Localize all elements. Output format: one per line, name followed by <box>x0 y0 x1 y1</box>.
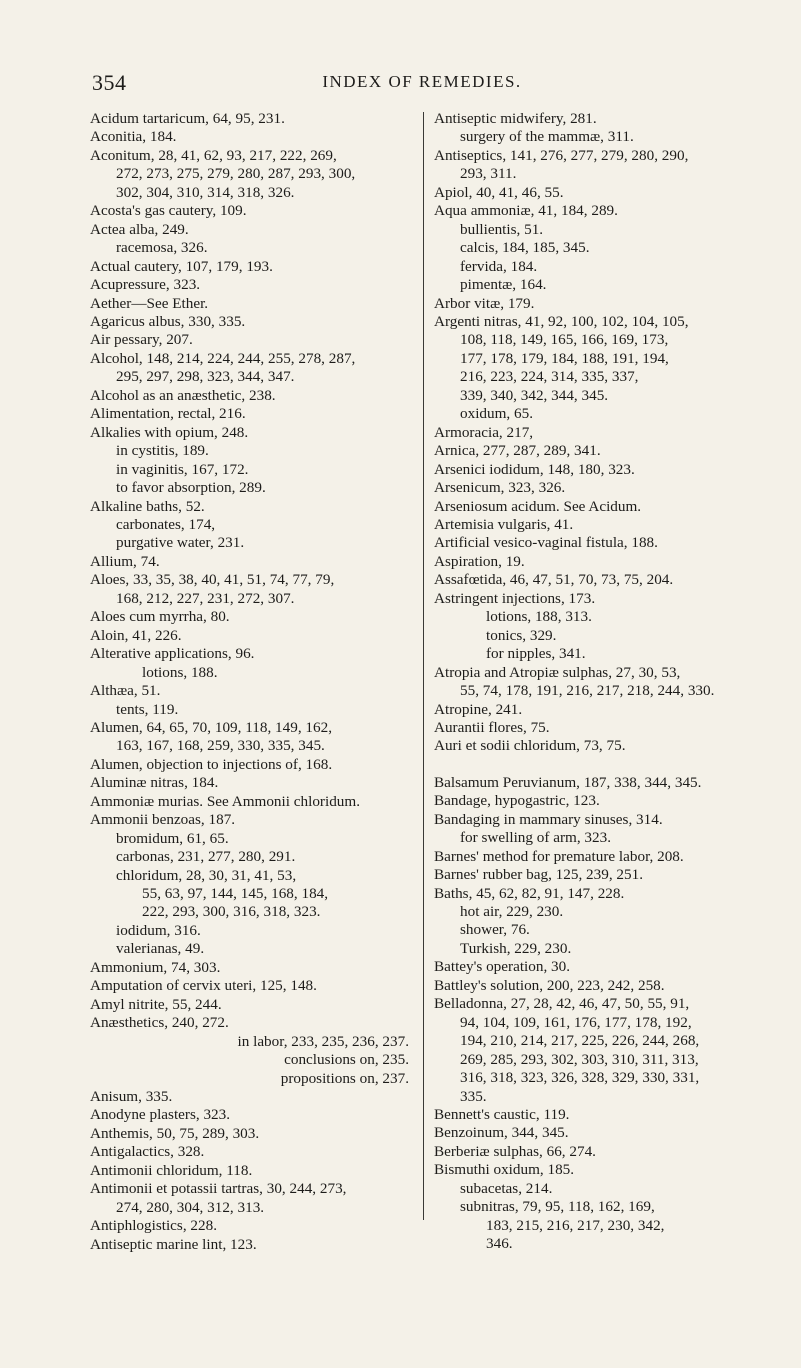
section-gap <box>434 756 764 774</box>
index-entry: 94, 104, 109, 161, 176, 177, 178, 192, <box>460 1013 692 1031</box>
index-entry: lotions, 188, 313. <box>486 608 592 626</box>
index-entry: Berberiæ sulphas, 66, 274. <box>434 1142 596 1160</box>
index-entry: tonics, 329. <box>486 626 557 644</box>
index-entry: conclusions on, 235. <box>284 1051 409 1069</box>
index-entry: 216, 223, 224, 314, 335, 337, <box>460 368 639 386</box>
index-entry: Atropine, 241. <box>434 700 523 718</box>
running-title: INDEX OF REMEDIES. <box>322 72 522 91</box>
page-header <box>92 70 752 100</box>
index-entry: Alkalies with opium, 248. <box>90 423 249 441</box>
index-entry: Antigalactics, 328. <box>90 1143 205 1161</box>
index-entry: Belladonna, 27, 28, 42, 46, 47, 50, 55, 91, <box>434 995 690 1013</box>
index-entry: fervida, 184. <box>460 257 538 275</box>
index-entry: Anisum, 335. <box>90 1088 173 1106</box>
index-entry: to favor absorption, 289. <box>116 479 266 497</box>
index-entry: Actea alba, 249. <box>90 220 189 238</box>
index-entry: Agaricus albus, 330, 335. <box>90 312 246 330</box>
page-number: 354 <box>92 70 127 95</box>
index-entry: Anodyne plasters, 323. <box>90 1106 231 1124</box>
index-entry: 302, 304, 310, 314, 318, 326. <box>116 183 295 201</box>
index-entry: in labor, 233, 235, 236, 237. <box>237 1032 409 1050</box>
index-entry: bullientis, 51. <box>460 220 544 238</box>
index-entry: calcis, 184, 185, 345. <box>460 239 590 257</box>
index-entry: in vaginitis, 167, 172. <box>116 460 249 478</box>
index-entry: surgery of the mammæ, 311. <box>460 128 634 146</box>
index-entry: bromidum, 61, 65. <box>116 829 229 847</box>
index-entry: Bismuthi oxidum, 185. <box>434 1161 575 1179</box>
index-entry: hot air, 229, 230. <box>460 903 564 921</box>
index-entry: 163, 167, 168, 259, 330, 335, 345. <box>116 737 325 755</box>
index-column-right <box>434 110 764 1254</box>
index-entry: Bandaging in mammary sinuses, 314. <box>434 810 663 828</box>
index-entry: Alcohol, 148, 214, 224, 244, 255, 278, 287, <box>90 349 356 367</box>
index-entry: 339, 340, 342, 344, 345. <box>460 386 609 404</box>
index-entry: Antiphlogistics, 228. <box>90 1217 217 1235</box>
index-entry: Antimonii et potassii tartras, 30, 244, 273, <box>90 1180 347 1198</box>
index-entry: Bandage, hypogastric, 123. <box>434 792 600 810</box>
index-entry: Ammoniæ murias. See Ammonii chloridum. <box>90 792 360 810</box>
index-entry: 295, 297, 298, 323, 344, 347. <box>116 368 295 386</box>
index-entry: Ammonium, 74, 303. <box>90 958 221 976</box>
index-entry: Aconitum, 28, 41, 62, 93, 217, 222, 269, <box>90 146 337 164</box>
index-entry: Apiol, 40, 41, 46, 55. <box>434 183 564 201</box>
index-entry: 269, 285, 293, 302, 303, 310, 311, 313, <box>460 1050 699 1068</box>
index-entry: 272, 273, 275, 279, 280, 287, 293, 300, <box>116 165 356 183</box>
index-entry: Battey's operation, 30. <box>434 958 571 976</box>
index-entry: Assafœtida, 46, 47, 51, 70, 73, 75, 204. <box>434 571 674 589</box>
index-entry: subacetas, 214. <box>460 1179 553 1197</box>
index-entry: Arbor vitæ, 179. <box>434 294 535 312</box>
index-entry: carbonates, 174, <box>116 515 216 533</box>
index-entry: purgative water, 231. <box>116 534 245 552</box>
index-entry: Artemisia vulgaris, 41. <box>434 515 574 533</box>
index-entry: Atropia and Atropiæ sulphas, 27, 30, 53, <box>434 663 681 681</box>
index-entry: Aconitia, 184. <box>90 128 177 146</box>
index-entry: Bennett's caustic, 119. <box>434 1106 570 1124</box>
index-entry: 222, 293, 300, 316, 318, 323. <box>142 903 321 921</box>
index-entry: Astringent injections, 173. <box>434 589 596 607</box>
index-entry: carbonas, 231, 277, 280, 291. <box>116 848 296 866</box>
index-entry: Alimentation, rectal, 216. <box>90 405 246 423</box>
index-entry: shower, 76. <box>460 921 530 939</box>
index-entry: Aloes cum myrrha, 80. <box>90 608 230 626</box>
index-entry: 316, 318, 323, 326, 328, 329, 330, 331, <box>460 1069 700 1087</box>
index-entry: Baths, 45, 62, 82, 91, 147, 228. <box>434 884 625 902</box>
index-entry: Balsamum Peruvianum, 187, 338, 344, 345. <box>434 773 702 791</box>
index-entry: Alkaline baths, 52. <box>90 497 205 515</box>
index-entry: Alcohol as an anæsthetic, 238. <box>90 386 276 404</box>
index-entry: 55, 63, 97, 144, 145, 168, 184, <box>142 885 329 903</box>
index-entry: Alumen, 64, 65, 70, 109, 118, 149, 162, <box>90 718 333 736</box>
index-entry: Acupressure, 323. <box>90 276 201 294</box>
index-entry: 108, 118, 149, 165, 166, 169, 173, <box>460 331 669 349</box>
index-entry: Aqua ammoniæ, 41, 184, 289. <box>434 202 618 220</box>
index-entry: valerianas, 49. <box>116 940 205 958</box>
index-entry: racemosa, 326. <box>116 239 208 257</box>
index-column-left <box>90 110 415 1254</box>
index-entry: oxidum, 65. <box>460 405 533 423</box>
index-entry: Alumen, objection to injections of, 168. <box>90 755 333 773</box>
index-entry: Aspiration, 19. <box>434 552 525 570</box>
index-entry: Arsenici iodidum, 148, 180, 323. <box>434 460 635 478</box>
index-entry: Actual cautery, 107, 179, 193. <box>90 257 273 275</box>
index-entry: Amputation of cervix uteri, 125, 148. <box>90 977 317 995</box>
index-entry: 168, 212, 227, 231, 272, 307. <box>116 589 295 607</box>
index-entry: Acosta's gas cautery, 109. <box>90 202 247 220</box>
column-divider <box>423 112 424 1220</box>
index-entry: Ammonii benzoas, 187. <box>90 811 236 829</box>
index-entry: chloridum, 28, 30, 31, 41, 53, <box>116 866 297 884</box>
index-entry: 274, 280, 304, 312, 313. <box>116 1198 265 1216</box>
index-entry: tents, 119. <box>116 700 179 718</box>
index-entry: Antiseptics, 141, 276, 277, 279, 280, 290, <box>434 146 689 164</box>
index-entry: 55, 74, 178, 191, 216, 217, 218, 244, 330. <box>460 682 715 700</box>
index-entry: Aurantii flores, 75. <box>434 718 550 736</box>
index-entry: Aether—See Ether. <box>90 294 209 312</box>
index-entry: Arnica, 277, 287, 289, 341. <box>434 442 601 460</box>
index-entry: Antiseptic midwifery, 281. <box>434 110 597 127</box>
index-entry: 335. <box>460 1087 487 1105</box>
index-entry: Amyl nitrite, 55, 244. <box>90 995 222 1013</box>
index-entry: pimentæ, 164. <box>460 276 547 294</box>
index-entry: Barnes' rubber bag, 125, 239, 251. <box>434 866 643 884</box>
index-entry: 183, 215, 216, 217, 230, 342, <box>486 1216 665 1234</box>
index-entry: Barnes' method for premature labor, 208. <box>434 847 684 865</box>
index-entry: Auri et sodii chloridum, 73, 75. <box>434 737 626 755</box>
index-entry: Arsenicum, 323, 326. <box>434 479 566 497</box>
index-entry: 346. <box>486 1235 513 1253</box>
index-entry: Aloes, 33, 35, 38, 40, 41, 51, 74, 77, 79, <box>90 571 335 589</box>
index-entry: in cystitis, 189. <box>116 442 209 460</box>
index-entry: Armoracia, 217, <box>434 423 534 441</box>
index-entry: Anæsthetics, 240, 272. <box>90 1014 229 1032</box>
index-entry: subnitras, 79, 95, 118, 162, 169, <box>460 1198 655 1216</box>
index-entry: for swelling of arm, 323. <box>460 829 611 847</box>
index-entry: Alterative applications, 96. <box>90 645 255 663</box>
index-entry: lotions, 188. <box>142 663 218 681</box>
index-entry: for nipples, 341. <box>486 645 586 663</box>
index-entry: Allium, 74. <box>90 552 160 570</box>
index-entry: Antiseptic marine lint, 123. <box>90 1235 257 1253</box>
index-entry: Antimonii chloridum, 118. <box>90 1161 253 1179</box>
index-entry: iodidum, 316. <box>116 921 201 939</box>
index-entry: Acidum tartaricum, 64, 95, 231. <box>90 110 285 127</box>
index-entry: 177, 178, 179, 184, 188, 191, 194, <box>460 349 669 367</box>
index-entry: Anthemis, 50, 75, 289, 303. <box>90 1124 260 1142</box>
index-entry: propositions on, 237. <box>280 1069 409 1087</box>
index-entry: Turkish, 229, 230. <box>460 939 572 957</box>
index-entry: 194, 210, 214, 217, 225, 226, 244, 268, <box>460 1032 700 1050</box>
index-entry: Aluminæ nitras, 184. <box>90 774 219 792</box>
index-entry: Battley's solution, 200, 223, 242, 258. <box>434 976 665 994</box>
index-entry: Althæa, 51. <box>90 682 161 700</box>
index-entry: Artificial vesico-vaginal fistula, 188. <box>434 534 658 552</box>
index-entry: 293, 311. <box>460 165 517 183</box>
index-entry: Argenti nitras, 41, 92, 100, 102, 104, 105, <box>434 312 689 330</box>
index-entry: Arseniosum acidum. See Acidum. <box>434 497 642 515</box>
index-entry: Air pessary, 207. <box>90 331 193 349</box>
index-entry: Benzoinum, 344, 345. <box>434 1124 569 1142</box>
index-entry: Aloin, 41, 226. <box>90 626 182 644</box>
